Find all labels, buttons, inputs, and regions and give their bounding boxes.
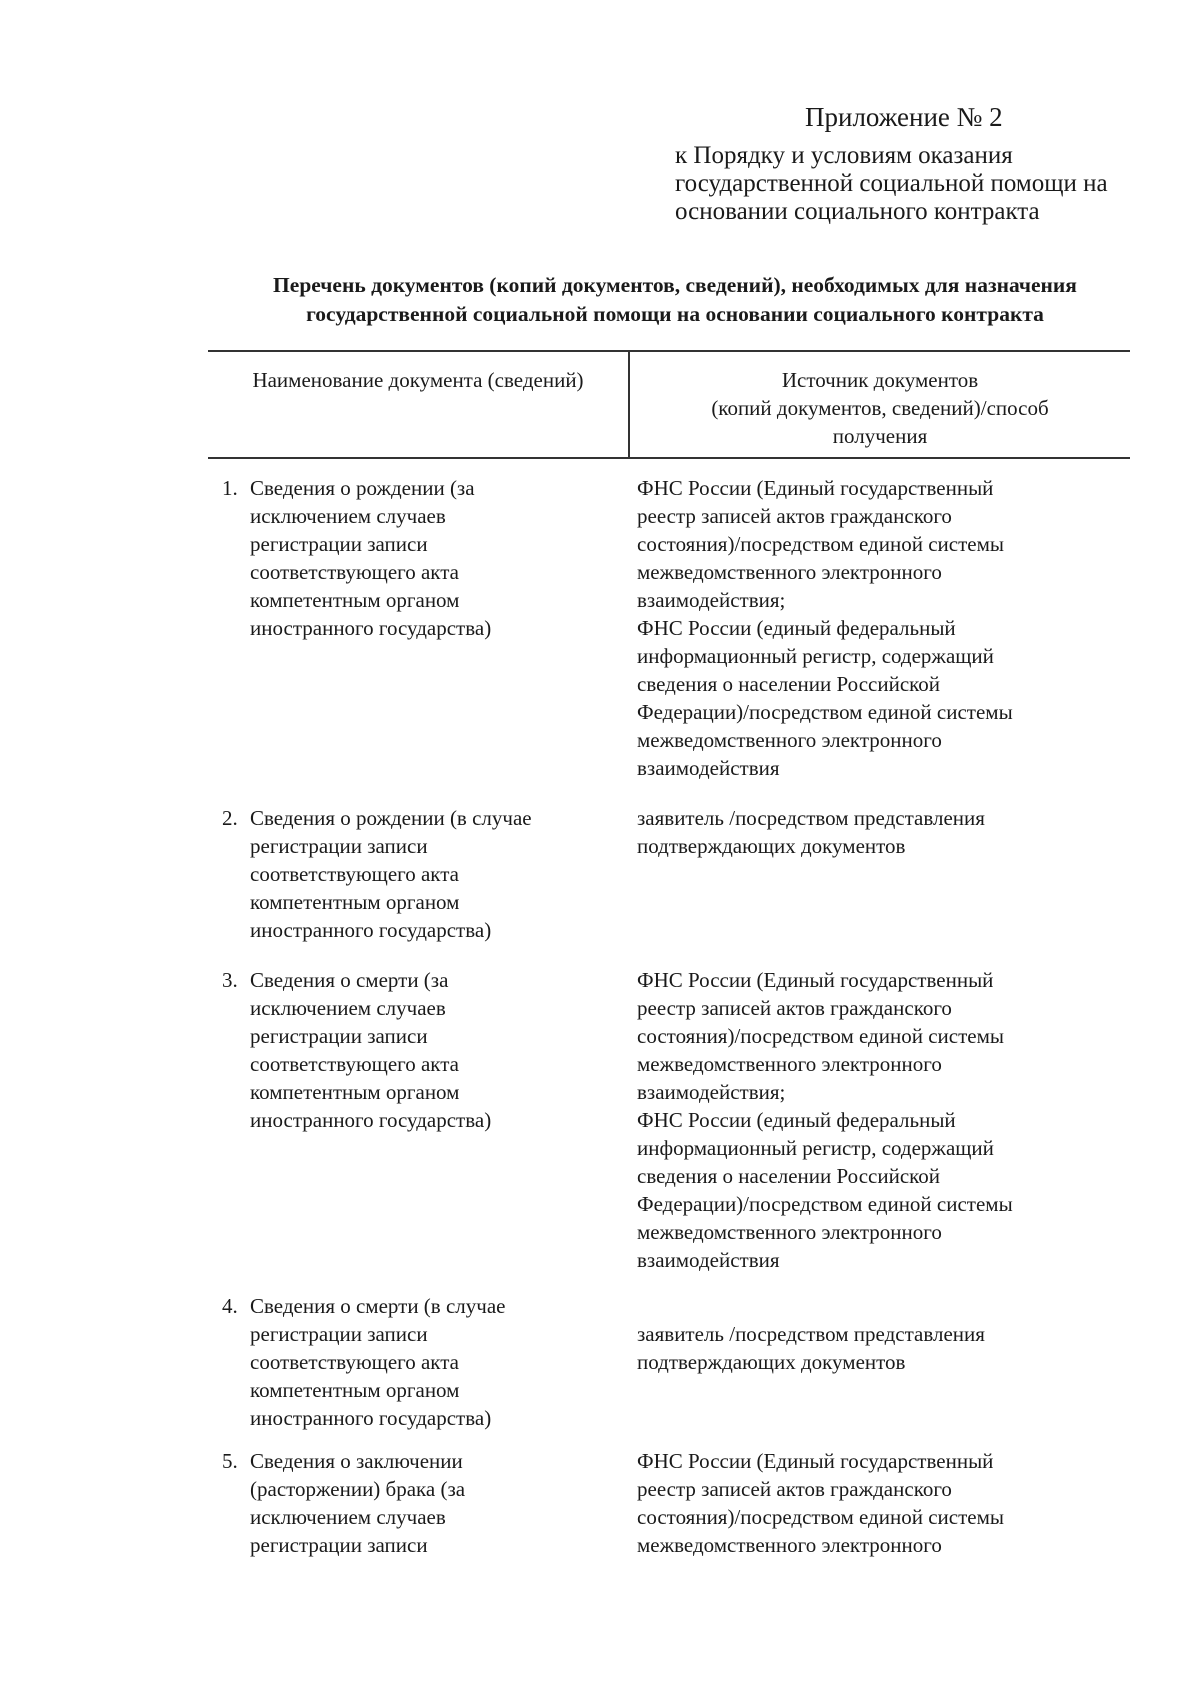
row-document-source: ФНС России (Единый государственный реестр записей актов гражданского состояния)/посредством единой системы межведомственного электронного — [637, 1449, 1004, 1557]
heading-line-2: государственной социальной помощи на основании социального контракта — [306, 302, 1044, 326]
row-number: 1. — [222, 476, 238, 500]
header-source-line-1: Источник документов — [781, 368, 979, 392]
row-document-source: ФНС России (Единый государственный реестр записей актов гражданского состояния)/посредством единой системы межведомственного электронного взаимодействия; ФНС России (единый федеральный информационный регистр, содержащий сведения о населении Российской Федерации)/посредством единой системы межведомственного электронного взаимодействия — [637, 476, 1013, 780]
row-document-name: Сведения о рождении (за исключением случаев регистрации записи соответствующего акта компетентным органом иностранного государства) — [250, 476, 492, 640]
table-row — [208, 474, 1130, 782]
document-heading — [180, 271, 1170, 329]
documents-table — [208, 350, 1130, 1559]
row-document-source: заявитель /посредством представления подтверждающих документов — [637, 1322, 985, 1374]
table-row — [208, 966, 1130, 1274]
table-row — [208, 1292, 1130, 1432]
appendix-block — [675, 102, 1135, 226]
row-number: 3. — [222, 968, 238, 992]
appendix-subtitle: к Порядку и условиям оказания государственной социальной помощи на основании социального контракта — [675, 142, 1108, 225]
row-document-name: Сведения о заключении (расторжении) брака (за исключением случаев регистрации записи — [250, 1449, 466, 1557]
row-document-source: заявитель /посредством представления подтверждающих документов — [637, 806, 985, 858]
row-document-source: ФНС России (Единый государственный реестр записей актов гражданского состояния)/посредством единой системы межведомственного электронного взаимодействия; ФНС России (единый федеральный информационный регистр, содержащий сведения о населении Российской Федерации)/посредством единой системы межведомственного электронного взаимодействия — [637, 968, 1013, 1272]
row-document-name: Сведения о смерти (в случае регистрации записи соответствующего акта компетентным органом иностранного государства) — [250, 1294, 506, 1430]
table-row — [208, 1447, 1130, 1559]
table-row — [208, 804, 1130, 944]
appendix-title: Приложение № 2 — [805, 102, 1003, 132]
row-number: 4. — [222, 1294, 238, 1318]
header-name-column: Наименование документа (сведений) — [208, 352, 630, 457]
header-source-line-2: (копий документов, сведений)/способ — [711, 396, 1049, 420]
table-header — [208, 350, 1130, 459]
row-document-name: Сведения о рождении (в случае регистрации записи соответствующего акта компетентным органом иностранного государства) — [250, 806, 532, 942]
header-source-column — [630, 352, 1130, 457]
row-number: 5. — [222, 1449, 238, 1473]
heading-line-1: Перечень документов (копий документов, сведений), необходимых для назначения — [273, 273, 1077, 297]
header-source-line-3: получения — [832, 424, 928, 448]
row-document-name: Сведения о смерти (за исключением случаев регистрации записи соответствующего акта компетентным органом иностранного государства) — [250, 968, 492, 1132]
row-number: 2. — [222, 806, 238, 830]
